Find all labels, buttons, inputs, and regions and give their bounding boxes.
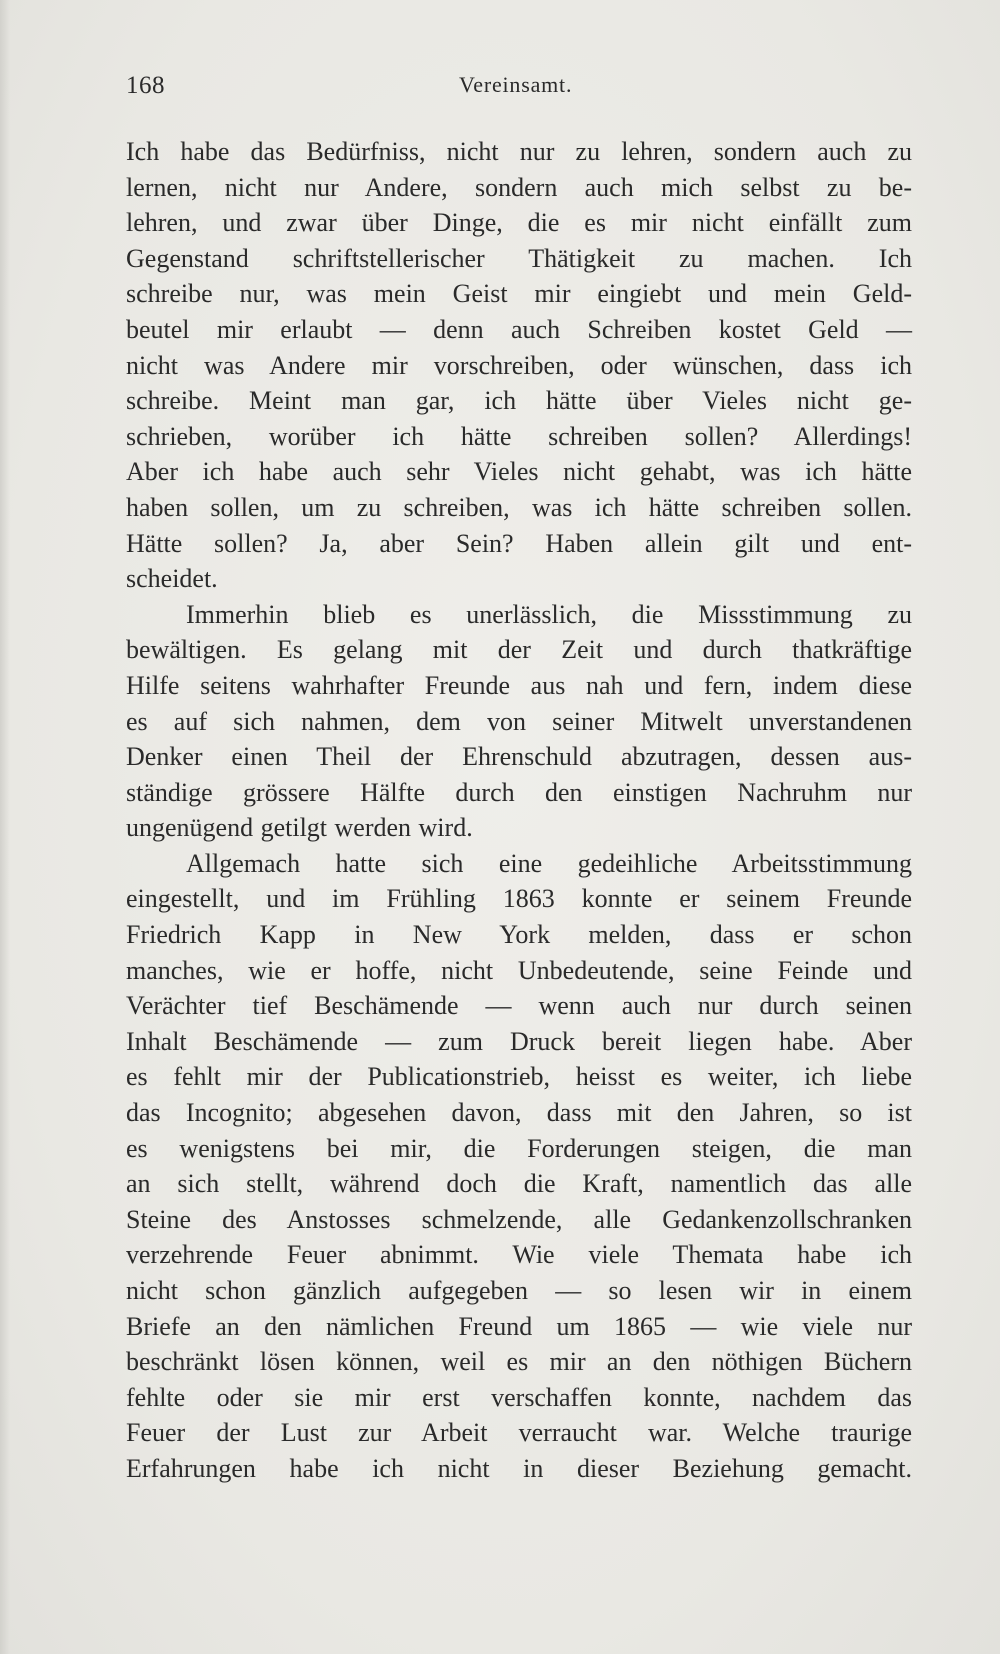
text-line: Gegenstand schriftstellerischer Thätigkeit zu machen. Ich xyxy=(126,243,912,273)
text-line: Steine des Anstosses schmelzende, alle Gedankenzollschranken xyxy=(126,1204,912,1234)
text-line: verzehrende Feuer abnimmt. Wie viele Themata habe ich xyxy=(126,1240,912,1270)
text-line: an sich stellt, während doch die Kraft, namentlich das alle xyxy=(126,1169,912,1199)
text-line: ständige grössere Hälfte durch den einstigen Nachruhm nur xyxy=(126,777,912,807)
text-line: scheidet. xyxy=(126,564,218,594)
text-line: beschränkt lösen können, weil es mir an den nöthigen Büchern xyxy=(126,1347,912,1377)
text-line: es fehlt mir der Publicationstrieb, heisst es weiter, ich liebe xyxy=(126,1062,912,1092)
text-line: lernen, nicht nur Andere, sondern auch mich selbst zu be- xyxy=(126,172,912,202)
text-line: haben sollen, um zu schreiben, was ich hätte schreiben sollen. xyxy=(126,492,912,522)
text-line: Inhalt Beschämende — zum Druck bereit liegen habe. Aber xyxy=(126,1026,912,1056)
text-line: manches, wie er hoffe, nicht Unbedeutende, seine Feinde und xyxy=(126,955,912,985)
text-line: das Incognito; abgesehen davon, dass mit den Jahren, so ist xyxy=(126,1098,912,1128)
text-line: es wenigstens bei mir, die Forderungen steigen, die man xyxy=(126,1133,912,1163)
text-line: Aber ich habe auch sehr Vieles nicht gehabt, was ich hätte xyxy=(126,457,912,487)
text-line: beutel mir erlaubt — denn auch Schreiben kostet Geld — xyxy=(126,314,912,344)
text-line: Feuer der Lust zur Arbeit verraucht war. Welche traurige xyxy=(126,1418,912,1448)
text-line: Briefe an den nämlichen Freund um 1865 — wie viele nur xyxy=(126,1311,912,1341)
text-line: Immerhin blieb es unerlässlich, die Missstimmung zu xyxy=(186,599,912,629)
text-line: fehlte oder sie mir erst verschaffen konnte, nachdem das xyxy=(126,1382,912,1412)
text-line: ungenügend getilgt werden wird. xyxy=(126,813,473,843)
text-line: Ich habe das Bedürfniss, nicht nur zu lehren, sondern auch zu xyxy=(126,137,912,166)
text-line: Hilfe seitens wahrhafter Freunde aus nah und fern, indem diese xyxy=(126,670,912,700)
text-line: eingestellt, und im Frühling 1863 konnte er seinem Freunde xyxy=(126,884,912,914)
page-number: 168 xyxy=(126,72,165,99)
text-line: Hätte sollen? Ja, aber Sein? Haben allein gilt und ent- xyxy=(126,528,912,558)
text-line: Verächter tief Beschämende — wenn auch nur durch seinen xyxy=(126,991,912,1021)
text-line: Allgemach hatte sich eine gedeihliche Arbeitsstimmung xyxy=(186,848,912,878)
text-line: schreibe nur, was mein Geist mir eingiebt und mein Geld- xyxy=(126,279,912,309)
text-line: schreibe. Meint man gar, ich hätte über Vieles nicht ge- xyxy=(126,386,912,416)
text-line: lehren, und zwar über Dinge, die es mir nicht einfällt zum xyxy=(126,208,912,238)
text-line: nicht was Andere mir vorschreiben, oder wünschen, dass ich xyxy=(126,350,912,380)
text-line: bewältigen. Es gelang mit der Zeit und durch thatkräftige xyxy=(126,635,912,665)
body-text xyxy=(126,134,912,1487)
text-line: Erfahrungen habe ich nicht in dieser Beziehung gemacht. xyxy=(126,1453,912,1483)
text-line: Friedrich Kapp in New York melden, dass er schon xyxy=(126,920,912,950)
text-line: Denker einen Theil der Ehrenschuld abzutragen, dessen aus- xyxy=(126,742,912,772)
text-line: es auf sich nahmen, dem von seiner Mitwelt unverstandenen xyxy=(126,706,912,736)
text-line: schrieben, worüber ich hätte schreiben sollen? Allerdings! xyxy=(126,421,912,451)
spine-shadow xyxy=(0,0,10,1654)
running-title: Vereinsamt. xyxy=(459,72,573,97)
page-header xyxy=(126,72,912,112)
text-line: nicht schon gänzlich aufgegeben — so lesen wir in einem xyxy=(126,1276,912,1305)
